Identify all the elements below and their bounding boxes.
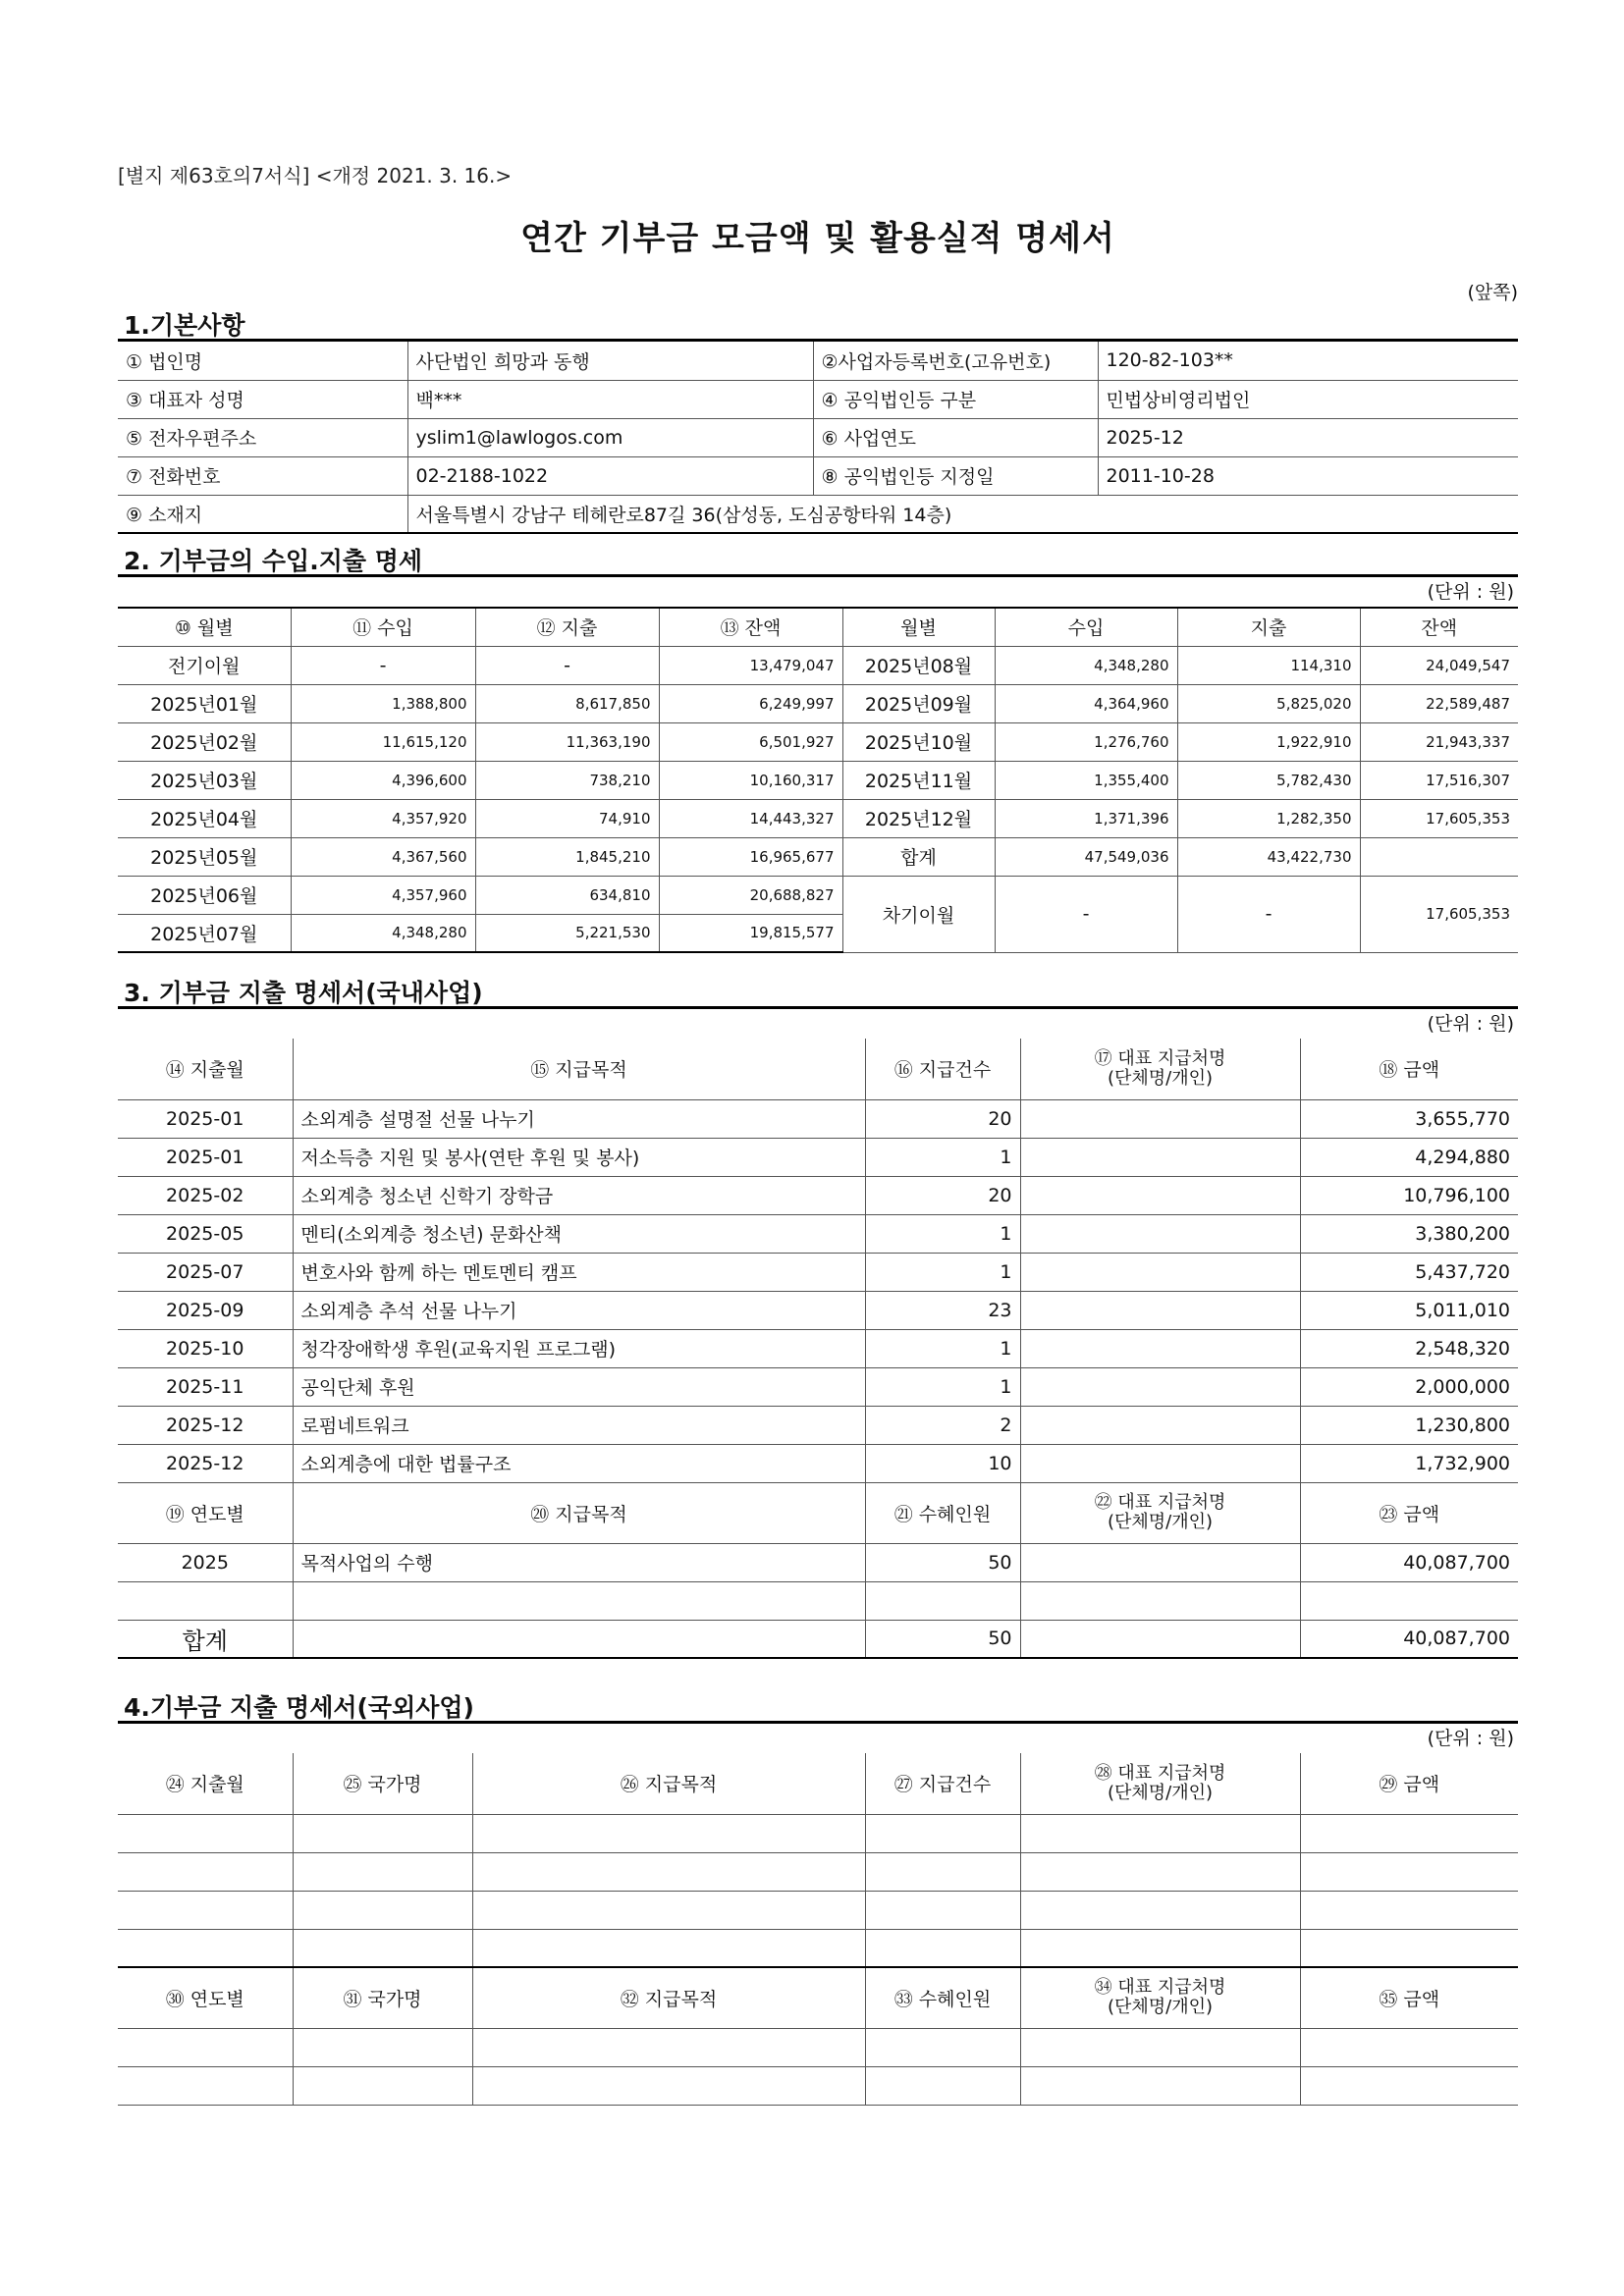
column-header: ⑫ 지출 [475, 608, 659, 646]
recipient-cell [1020, 1214, 1300, 1253]
amount-cell: 5,437,720 [1300, 1253, 1518, 1291]
empty-cell [1300, 1852, 1518, 1891]
info-value: 사단법인 희망과 동행 [407, 342, 813, 380]
month-cell: 2025년11월 [842, 761, 995, 799]
info-value: 백*** [407, 380, 813, 418]
column-header: ⑩ 월별 [118, 608, 291, 646]
empty-row [118, 1852, 1518, 1891]
expense-cell: 1,922,910 [1177, 722, 1360, 761]
column-header: ⑪ 수입 [291, 608, 475, 646]
balance-cell: 19,815,577 [659, 914, 842, 952]
info-label: ④ 공익법인등 구분 [813, 380, 1098, 418]
purpose-cell: 소외계층에 대한 법률구조 [293, 1444, 865, 1482]
header-line: (단체명/개인) [1107, 1512, 1214, 1532]
amount-cell: 40,087,700 [1300, 1620, 1518, 1658]
purpose-cell: 목적사업의 수행 [293, 1543, 865, 1581]
table-row [118, 684, 1518, 722]
empty-cell [865, 1891, 1020, 1929]
month-cell: 2025년08월 [842, 646, 995, 684]
balance-cell: 14,443,327 [659, 799, 842, 837]
info-value: 02-2188-1022 [407, 456, 813, 495]
column-header: ㉕ 국가명 [293, 1753, 472, 1814]
empty-cell [293, 1891, 472, 1929]
header-line: (단체명/개인) [1107, 1997, 1214, 2018]
column-header: 수입 [995, 608, 1177, 646]
income-cell: 1,388,800 [291, 684, 475, 722]
income-cell: - [291, 646, 475, 684]
empty-cell [1020, 2066, 1300, 2105]
recipient-cell [1020, 1406, 1300, 1444]
month-cell: 합계 [842, 837, 995, 876]
table-row [118, 1253, 1518, 1291]
header-line: ㉒ 대표 지급처명 [1094, 1492, 1226, 1513]
empty-cell [293, 1852, 472, 1891]
column-header: 월별 [842, 608, 995, 646]
month-cell: 2025-01 [118, 1138, 293, 1176]
table-row [118, 646, 1518, 684]
income-cell: 1,355,400 [995, 761, 1177, 799]
column-header [1020, 1039, 1300, 1099]
month-cell: 2025년07월 [118, 914, 291, 952]
month-cell: 2025년06월 [118, 876, 291, 914]
amount-cell: 3,655,770 [1300, 1099, 1518, 1138]
table-row [118, 1291, 1518, 1329]
recipient-cell [1020, 1444, 1300, 1482]
expense-cell: 5,782,430 [1177, 761, 1360, 799]
info-row [118, 456, 1518, 495]
column-header [1020, 1967, 1300, 2028]
expense-cell: 738,210 [475, 761, 659, 799]
recipient-cell [1020, 1176, 1300, 1214]
month-cell: 2025-12 [118, 1444, 293, 1482]
header-line: ㉞ 대표 지급처명 [1094, 1977, 1226, 1999]
table-row [118, 722, 1518, 761]
table-row [118, 1214, 1518, 1253]
info-label: ⑥ 사업연도 [813, 418, 1098, 456]
empty-cell [118, 1891, 293, 1929]
info-value: 2025-12 [1098, 418, 1518, 456]
form-number: [별지 제63호의7서식] <개정 2021. 3. 16.> [118, 164, 513, 187]
column-header: 지출 [1177, 608, 1360, 646]
column-header: ⑳ 지급목적 [293, 1482, 865, 1543]
empty-row [118, 1929, 1518, 1967]
empty-cell [293, 1929, 472, 1967]
column-header: ㉓ 금액 [1300, 1482, 1518, 1543]
empty-cell [293, 2028, 472, 2066]
empty-cell [118, 2028, 293, 2066]
total-label: 합계 [118, 1620, 293, 1658]
balance-cell: 17,605,353 [1360, 799, 1518, 837]
info-label: ②사업자등록번호(고유번호) [813, 342, 1098, 380]
column-header: ⑬ 잔액 [659, 608, 842, 646]
empty-cell [472, 1814, 865, 1852]
expense-cell: 11,363,190 [475, 722, 659, 761]
count-cell: 20 [865, 1176, 1020, 1214]
column-header: ㉜ 지급목적 [472, 1967, 865, 2028]
recipient-cell [1020, 1329, 1300, 1367]
recipient-cell [1020, 1099, 1300, 1138]
info-value: yslim1@lawlogos.com [407, 418, 813, 456]
month-cell: 2025-07 [118, 1253, 293, 1291]
empty-row [118, 1891, 1518, 1929]
empty-cell [1300, 2028, 1518, 2066]
empty-cell [1300, 2066, 1518, 2105]
overseas-expense-table [118, 1753, 1518, 2106]
balance-cell: 13,479,047 [659, 646, 842, 684]
section-domestic [118, 978, 1518, 1659]
expense-cell: - [1177, 876, 1360, 952]
info-value: 120-82-103** [1098, 342, 1518, 380]
column-header: ㉙ 금액 [1300, 1753, 1518, 1814]
empty-cell [1020, 2028, 1300, 2066]
recipient-cell [1020, 1620, 1300, 1658]
info-label: ⑦ 전화번호 [118, 456, 407, 495]
empty-cell [1300, 1929, 1518, 1967]
purpose-cell: 멘티(소외계층 청소년) 문화산책 [293, 1214, 865, 1253]
empty-cell [118, 1929, 293, 1967]
income-cell: 4,357,920 [291, 799, 475, 837]
info-label: ⑧ 공익법인등 지정일 [813, 456, 1098, 495]
empty-row [118, 1814, 1518, 1852]
section-basic-info [118, 310, 1518, 534]
balance-cell: 20,688,827 [659, 876, 842, 914]
month-cell: 2025-12 [118, 1406, 293, 1444]
column-header: ㉚ 연도별 [118, 1967, 293, 2028]
recipient-cell [1020, 1367, 1300, 1406]
expense-cell: 114,310 [1177, 646, 1360, 684]
table-row [118, 799, 1518, 837]
count-cell: 1 [865, 1367, 1020, 1406]
recipient-cell [1020, 1138, 1300, 1176]
month-cell: 2025-11 [118, 1367, 293, 1406]
table-row [118, 1406, 1518, 1444]
header-line: ⑰ 대표 지급처명 [1094, 1047, 1226, 1069]
amount-cell: 10,796,100 [1300, 1176, 1518, 1214]
amount-cell: 4,294,880 [1300, 1138, 1518, 1176]
empty-row [118, 2028, 1518, 2066]
section-title: 2. 기부금의 수입.지출 명세 [118, 546, 1518, 577]
column-header [1020, 1482, 1300, 1543]
info-label: ① 법인명 [118, 342, 407, 380]
table-row [118, 1138, 1518, 1176]
table-header-row [118, 608, 1518, 646]
empty-row [118, 2066, 1518, 2105]
balance-cell: 22,589,487 [1360, 684, 1518, 722]
column-header: ⑯ 지급건수 [865, 1039, 1020, 1099]
beneficiary-cell: 50 [865, 1620, 1020, 1658]
column-header: ㉖ 지급목적 [472, 1753, 865, 1814]
balance-cell: 21,943,337 [1360, 722, 1518, 761]
column-header: 잔액 [1360, 608, 1518, 646]
beneficiary-cell [865, 1581, 1020, 1620]
empty-cell [865, 2066, 1020, 2105]
expense-cell: 634,810 [475, 876, 659, 914]
column-header: ㉝ 수혜인원 [865, 1967, 1020, 2028]
year-cell [118, 1581, 293, 1620]
count-cell: 1 [865, 1214, 1020, 1253]
income-expense-table [118, 607, 1518, 953]
purpose-cell: 저소득층 지원 및 봉사(연탄 후원 및 봉사) [293, 1138, 865, 1176]
empty-cell [118, 1852, 293, 1891]
income-cell: 4,364,960 [995, 684, 1177, 722]
empty-cell [865, 1852, 1020, 1891]
year-cell: 2025 [118, 1543, 293, 1581]
table-row [118, 1099, 1518, 1138]
info-value: 2011-10-28 [1098, 456, 1518, 495]
section-title: 1.기본사항 [118, 310, 1518, 342]
amount-cell: 2,000,000 [1300, 1367, 1518, 1406]
count-cell: 1 [865, 1253, 1020, 1291]
empty-cell [1020, 1891, 1300, 1929]
income-cell: 1,276,760 [995, 722, 1177, 761]
table-row [118, 1367, 1518, 1406]
info-value: 민법상비영리법인 [1098, 380, 1518, 418]
purpose-cell: 소외계층 설명절 선물 나누기 [293, 1099, 865, 1138]
column-header: ㉑ 수혜인원 [865, 1482, 1020, 1543]
empty-cell [1300, 1814, 1518, 1852]
income-cell: 4,357,960 [291, 876, 475, 914]
count-cell: 23 [865, 1291, 1020, 1329]
info-label: ③ 대표자 성명 [118, 380, 407, 418]
table-row [118, 761, 1518, 799]
month-cell: 2025-10 [118, 1329, 293, 1367]
amount-cell: 1,732,900 [1300, 1444, 1518, 1482]
table-row [118, 1581, 1518, 1620]
recipient-cell [1020, 1543, 1300, 1581]
info-row [118, 418, 1518, 456]
amount-cell: 1,230,800 [1300, 1406, 1518, 1444]
income-cell: - [995, 876, 1177, 952]
info-label: ⑤ 전자우편주소 [118, 418, 407, 456]
empty-cell [865, 1929, 1020, 1967]
purpose-cell: 소외계층 청소년 신학기 장학금 [293, 1176, 865, 1214]
month-cell: 2025년09월 [842, 684, 995, 722]
count-cell: 20 [865, 1099, 1020, 1138]
table-header-row [118, 1967, 1518, 2028]
count-cell: 10 [865, 1444, 1020, 1482]
month-cell: 차기이월 [842, 876, 995, 952]
empty-cell [865, 2028, 1020, 2066]
info-row [118, 342, 1518, 380]
column-header: ㉔ 지출월 [118, 1753, 293, 1814]
income-cell: 1,371,396 [995, 799, 1177, 837]
purpose-cell: 소외계층 추석 선물 나누기 [293, 1291, 865, 1329]
month-cell: 2025-05 [118, 1214, 293, 1253]
empty-cell [293, 1814, 472, 1852]
section-title: 3. 기부금 지출 명세서(국내사업) [118, 978, 1518, 1009]
recipient-cell [1020, 1581, 1300, 1620]
balance-cell: 24,049,547 [1360, 646, 1518, 684]
balance-cell: 17,605,353 [1360, 876, 1518, 952]
unit-label: (단위 : 원) [1427, 581, 1514, 603]
expense-cell: 5,221,530 [475, 914, 659, 952]
info-row [118, 380, 1518, 418]
page-side-label: (앞쪽) [1467, 282, 1518, 303]
income-cell: 4,348,280 [291, 914, 475, 952]
count-cell: 1 [865, 1329, 1020, 1367]
count-cell: 2 [865, 1406, 1020, 1444]
table-header-row [118, 1482, 1518, 1543]
table-header-row [118, 1753, 1518, 1814]
beneficiary-cell: 50 [865, 1543, 1020, 1581]
empty-cell [472, 2066, 865, 2105]
table-header-row [118, 1039, 1518, 1099]
empty-cell [1020, 1929, 1300, 1967]
info-row [118, 495, 1518, 533]
month-cell: 2025-01 [118, 1099, 293, 1138]
empty-cell [118, 1814, 293, 1852]
empty-cell [472, 2028, 865, 2066]
empty-cell [118, 2066, 293, 2105]
expense-cell: 1,282,350 [1177, 799, 1360, 837]
expense-cell: - [475, 646, 659, 684]
header-line: (단체명/개인) [1107, 1067, 1214, 1089]
income-cell: 4,396,600 [291, 761, 475, 799]
month-cell: 전기이월 [118, 646, 291, 684]
balance-cell: 6,501,927 [659, 722, 842, 761]
table-row [118, 1329, 1518, 1367]
table-row [118, 1176, 1518, 1214]
domestic-expense-table [118, 1039, 1518, 1659]
empty-cell [472, 1929, 865, 1967]
header-line: ㉘ 대표 지급처명 [1094, 1762, 1226, 1784]
info-label: ⑨ 소재지 [118, 495, 407, 533]
purpose-cell [293, 1620, 865, 1658]
purpose-cell: 로펌네트워크 [293, 1406, 865, 1444]
table-row [118, 1444, 1518, 1482]
expense-cell: 74,910 [475, 799, 659, 837]
column-header: ⑲ 연도별 [118, 1482, 293, 1543]
column-header: ㉗ 지급건수 [865, 1753, 1020, 1814]
form-title: 연간 기부금 모금액 및 활용실적 명세서 [520, 219, 1115, 258]
balance-cell: 17,516,307 [1360, 761, 1518, 799]
purpose-cell: 변호사와 함께 하는 멘토멘티 캠프 [293, 1253, 865, 1291]
month-cell: 2025년02월 [118, 722, 291, 761]
recipient-cell [1020, 1253, 1300, 1291]
column-header: ㉟ 금액 [1300, 1967, 1518, 2028]
month-cell: 2025년12월 [842, 799, 995, 837]
balance-cell: 16,965,677 [659, 837, 842, 876]
empty-cell [1020, 1814, 1300, 1852]
empty-cell [1300, 1891, 1518, 1929]
expense-cell: 43,422,730 [1177, 837, 1360, 876]
balance-cell: 10,160,317 [659, 761, 842, 799]
basic-info-table [118, 342, 1518, 534]
expense-cell: 8,617,850 [475, 684, 659, 722]
recipient-cell [1020, 1291, 1300, 1329]
column-header: ⑱ 금액 [1300, 1039, 1518, 1099]
purpose-cell [293, 1581, 865, 1620]
balance-cell: 6,249,997 [659, 684, 842, 722]
empty-cell [865, 1814, 1020, 1852]
month-cell: 2025-02 [118, 1176, 293, 1214]
unit-label: (단위 : 원) [1427, 1013, 1514, 1035]
address-value: 서울특별시 강남구 테헤란로87길 36(삼성동, 도심공항타워 14층) [407, 495, 1518, 533]
purpose-cell: 공익단체 후원 [293, 1367, 865, 1406]
balance-cell [1360, 837, 1518, 876]
column-header [1020, 1753, 1300, 1814]
purpose-cell: 청각장애학생 후원(교육지원 프로그램) [293, 1329, 865, 1367]
amount-cell: 2,548,320 [1300, 1329, 1518, 1367]
amount-cell: 3,380,200 [1300, 1214, 1518, 1253]
income-cell: 47,549,036 [995, 837, 1177, 876]
column-header: ㉛ 국가명 [293, 1967, 472, 2028]
empty-cell [1020, 1852, 1300, 1891]
section-income-expense [118, 546, 1518, 953]
empty-cell [293, 2066, 472, 2105]
income-cell: 11,615,120 [291, 722, 475, 761]
expense-cell: 1,845,210 [475, 837, 659, 876]
unit-label: (단위 : 원) [1427, 1728, 1514, 1749]
header-line: (단체명/개인) [1107, 1782, 1214, 1803]
count-cell: 1 [865, 1138, 1020, 1176]
month-cell: 2025년04월 [118, 799, 291, 837]
month-cell: 2025년01월 [118, 684, 291, 722]
amount-cell: 40,087,700 [1300, 1543, 1518, 1581]
month-cell: 2025-09 [118, 1291, 293, 1329]
table-row [118, 837, 1518, 876]
section-overseas [118, 1692, 1518, 2106]
income-cell: 4,348,280 [995, 646, 1177, 684]
column-header: ⑮ 지급목적 [293, 1039, 865, 1099]
table-row [118, 876, 1518, 914]
empty-cell [472, 1852, 865, 1891]
expense-cell: 5,825,020 [1177, 684, 1360, 722]
section-title: 4.기부금 지출 명세서(국외사업) [118, 1692, 1518, 1724]
month-cell: 2025년05월 [118, 837, 291, 876]
amount-cell: 5,011,010 [1300, 1291, 1518, 1329]
column-header: ⑭ 지출월 [118, 1039, 293, 1099]
amount-cell [1300, 1581, 1518, 1620]
total-row [118, 1620, 1518, 1658]
month-cell: 2025년03월 [118, 761, 291, 799]
month-cell: 2025년10월 [842, 722, 995, 761]
empty-cell [472, 1891, 865, 1929]
table-row [118, 1543, 1518, 1581]
income-cell: 4,367,560 [291, 837, 475, 876]
